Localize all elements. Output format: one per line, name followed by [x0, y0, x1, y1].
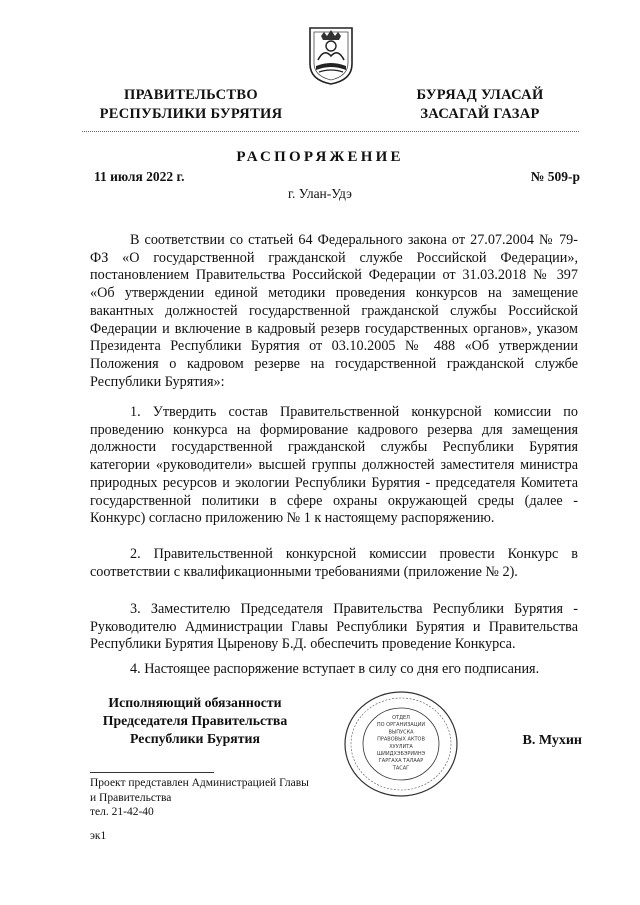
footer-note	[90, 776, 309, 820]
stamp-text-line: ХУУЛИТА	[389, 743, 413, 750]
clause-3: 3. Заместителю Председателя Правительства Республики Бурятия - Руководителю Администрации Главы Республики Бурятия и Правительства Республики Бурятия Цыренову Б.Д. обеспечить проведение Конкурса.	[90, 601, 578, 653]
footer-line1: Проект представлен Администрацией Главы	[90, 777, 309, 789]
signatory-line1: Исполняющий обязанности	[108, 695, 282, 710]
official-stamp	[342, 689, 460, 799]
government-name-buryat	[411, 86, 549, 124]
footer-line2: и Правительства	[90, 791, 172, 804]
header-left-line1: ПРАВИТЕЛЬСТВО	[124, 87, 258, 103]
coat-of-arms-emblem	[306, 24, 356, 86]
signer-name: В. Мухин	[522, 733, 582, 748]
clause-1: 1. Утвердить состав Правительственной конкурсной комиссии по проведению конкурса на формирование кадрового резерва для замещения должности государственной гражданской службы Республики Бурятия категории «руководители» высшей группы должностей заместителя министра природных ресурсов и экологии Республики Бурятия - председателя Комитета государственной политики в сфере охраны окружающей среды (далее - Конкурс) согласно приложению № 1 к настоящему распоряжению.	[90, 404, 578, 527]
footer-line3: тел. 21-42-40	[90, 806, 154, 818]
clause-4: 4. Настоящее распоряжение вступает в силу со дня его подписания.	[130, 661, 540, 677]
stamp-text-line: ПО ОРГАНИЗАЦИИ	[376, 722, 426, 729]
footer-divider	[90, 772, 214, 773]
government-name-russian	[92, 86, 290, 124]
document-date: 11 июля 2022 г.	[94, 169, 185, 184]
header-divider	[82, 131, 579, 132]
preamble-paragraph: В соответствии со статьей 64 Федерального закона от 27.07.2004 № 79-ФЗ «О государственной гражданской службе Российской Федерации», постановлением Правительства Российской Федерации от 31.03.2018 № 397 «Об утверждении единой методики проведения конкурсов на замещение вакантных должностей государственной гражданской службы Российской Федерации и включение в кадровый резерв государственных органов», указом Президента Республики Бурятия от 03.10.2005 № 488 «Об утверждении Положения о кадровом резерве на государственной гражданской службе Республики Бурятия»:	[90, 232, 578, 390]
document-city: г. Улан-Удэ	[288, 186, 352, 201]
executor-initials: эк1	[90, 830, 107, 842]
header-left-line2: РЕСПУБЛИКИ БУРЯТИЯ	[99, 106, 283, 122]
clause-2: 2. Правительственной конкурсной комиссии провести Конкурс в соответствии с квалификационными требованиями (приложение № 2).	[90, 546, 578, 580]
signatory-line3: Республики Бурятия	[130, 731, 260, 746]
signatory-title	[90, 694, 300, 748]
stamp-text-line: ГАРГАХА ТАЛААР	[378, 758, 424, 765]
stamp-text-line: ОТДЕЛ	[392, 715, 410, 721]
header-right-line2: ЗАСАГАЙ ГАЗАР	[420, 106, 540, 122]
signatory-line2: Председателя Правительства	[102, 713, 288, 728]
stamp-text-line: ТАСАГ	[392, 765, 410, 772]
document-number: № 509-р	[530, 169, 580, 184]
stamp-text-line: ШИИДХЭБЭРИИНЭ	[376, 751, 426, 757]
stamp-text-line: ВЫПУСКА	[388, 729, 414, 736]
header-right-line1: БУРЯАД УЛАСАЙ	[416, 87, 544, 103]
stamp-text-line: ПРАВОВЫХ АКТОВ	[377, 736, 425, 743]
document-title: РАСПОРЯЖЕНИЕ	[236, 149, 404, 165]
